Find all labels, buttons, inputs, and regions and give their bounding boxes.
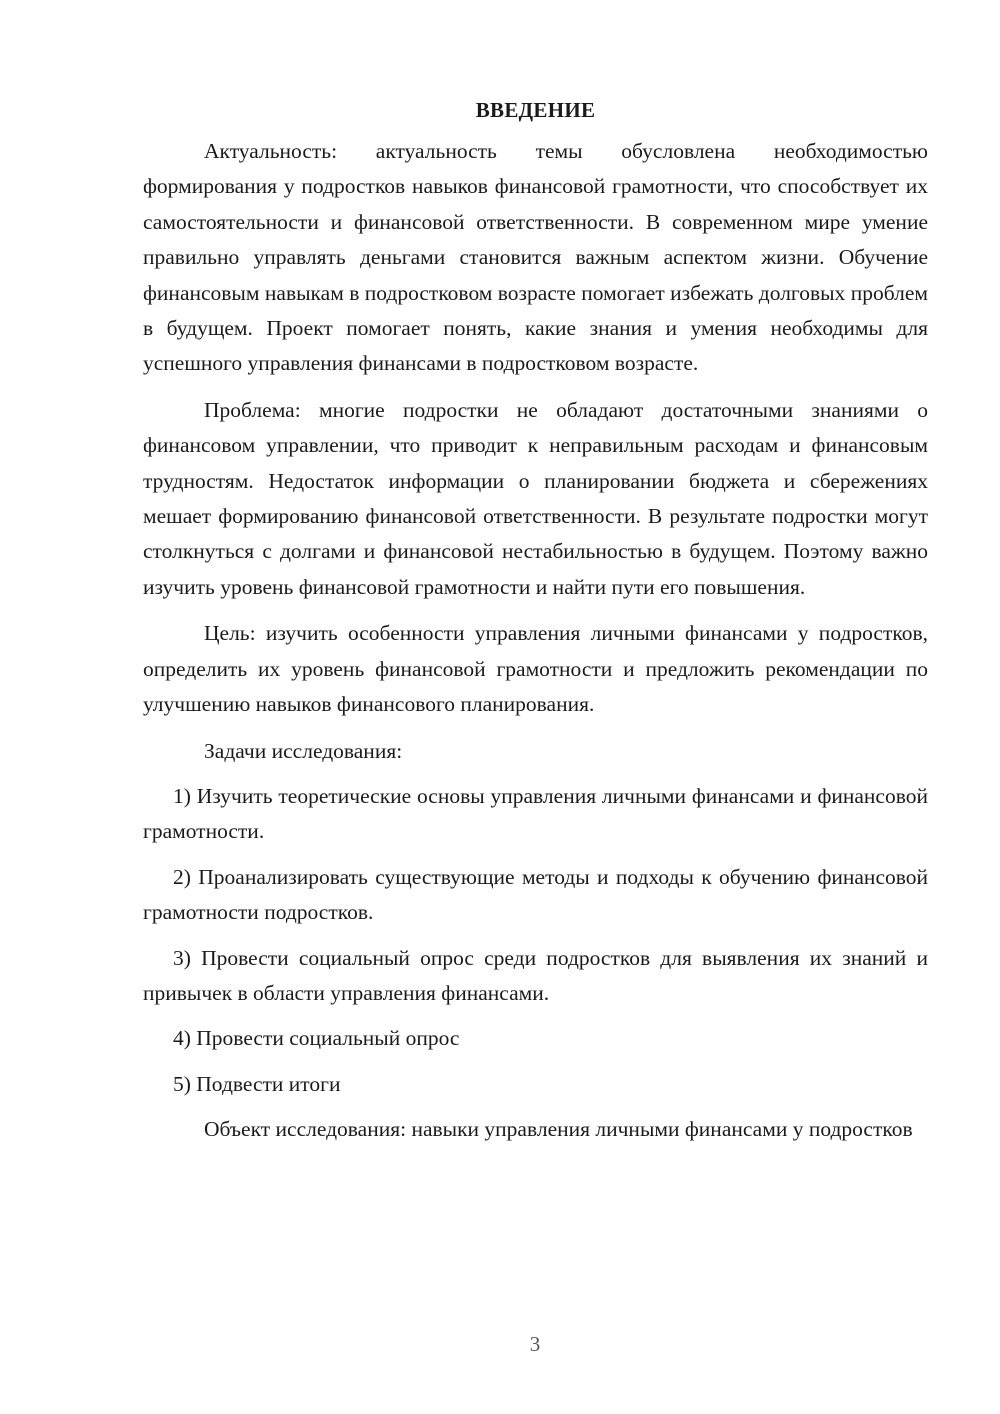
task-item: 4) Провести социальный опрос [173, 1026, 460, 1051]
paragraph-relevance: Актуальность: актуальность темы обусловлена необходимостью формирования у подростков навыков финансовой грамотности, что способствует их самостоятельности и финансовой ответственности. В современном мире умение правильно управлять деньгами становится важным аспектом жизни. Обучение финансовым навыкам в подростковом возрасте помогает избежать долговых проблем в будущем. Проект помогает понять, какие знания и умения необходимы для успешного управления финансами в подростковом возрасте. [143, 139, 928, 376]
document-page [143, 92, 928, 1159]
paragraph-goal: Цель: изучить особенности управления личными финансами у подростков, определить их уровень финансовой грамотности и предложить рекомендации по улучшению навыков финансового планирования. [143, 621, 928, 717]
paragraph-object: Объект исследования: навыки управления личными финансами у подростков [204, 1117, 913, 1142]
task-item: 1) Изучить теоретические основы управления личными финансами и финансовой грамотности. [143, 783, 928, 844]
task-item: 3) Провести социальный опрос среди подростков для выявления их знаний и привычек в области управления финансами. [143, 945, 928, 1005]
tasks-heading: Задачи исследования: [204, 738, 403, 763]
task-item: 5) Подвести итоги [173, 1071, 341, 1096]
task-item: 2) Проанализировать существующие методы и подходы к обучению финансовой грамотности подростков. [143, 864, 928, 925]
paragraph-problem: Проблема: многие подростки не обладают достаточными знаниями о финансовом управлении, что приводит к неправильным расходам и финансовым трудностям. Недостаток информации о планировании бюджета и сбережениях мешает формированию финансовой ответственности. В результате подростки могут столкнуться с долгами и финансовой нестабильностью в будущем. Поэтому важно изучить уровень финансовой грамотности и найти пути его повышения. [143, 397, 928, 599]
page-number: 3 [529, 1332, 541, 1356]
document-title: ВВЕДЕНИЕ [475, 98, 596, 122]
